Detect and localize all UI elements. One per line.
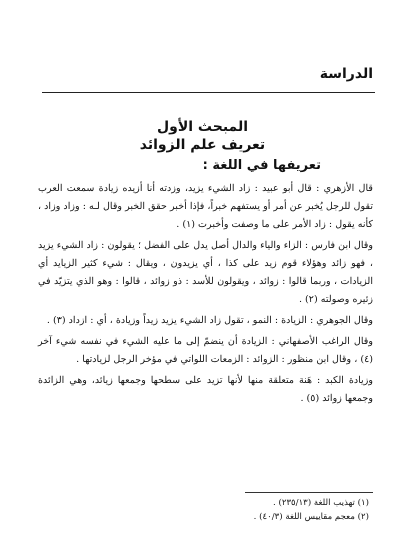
chapter-heading xyxy=(0,118,405,154)
subheading: تعريفها في اللغة : xyxy=(202,158,321,173)
paragraph: وقال ابن فارس : الزاء والياء والدال أصل يدل على الفضل ؛ يقولون : زاد الشيء يزيد ، فهو زائد وهؤلاء قوم زيد على كذا ، أي يزيدون ، ويقال : شيء كثير الزيايد أي الزيادات ، وربما قالوا : زوائد ، ويقولون للأسد : ذو زوائد ، قالوا : وهو الذي يتزيّد في زئيره وصولته (٢) . xyxy=(38,240,373,305)
footnotes xyxy=(254,496,369,524)
footnote: (٢) معجم مقاييس اللغة (٤٠/٣) . xyxy=(253,512,369,522)
footnote-divider xyxy=(245,492,373,493)
chapter-title: المبحث الأول xyxy=(156,119,248,135)
chapter-subtitle: تعريف علم الزوائد xyxy=(139,137,266,153)
footnote: (١) تهذيب اللغة (٢٣٥/١٣) . xyxy=(273,498,369,508)
paragraph: وزيادة الكبد : هَنة متعلقة منها لأنها تزيد على سطحها وجمعها زيائد، وهي الزائدة وجمعها زوائد (٥) . xyxy=(38,375,373,404)
paragraph: وقال الراغب الأصفهاني : الزيادة أن ينضمّ إلى ما عليه الشيء في نفسه شيء آخر (٤) ، وقال ابن منظور : الزوائد : الزمعات اللواتي في مؤخر الرجل لزيادتها . xyxy=(38,336,373,365)
paragraph: وقال الجوهري : الزيادة : النمو ، تقول زاد الشيء يزيد زيداً وزيادة ، أي : ازداد (٣) . xyxy=(46,315,373,326)
section-title: الدراسة xyxy=(319,66,373,82)
paragraph: قال الأزهري : قال أبو عبيد : زاد الشيء يزيد، وزدته أنا أزيده زيادة سمعت العرب تقول للرجل يُخبر عن أمر أو يستفهم خبراً، فإذا أخبر حقق الخبر وقال لـه : وزاد وزاد ، كأنه يقول : زاد الأمر على ما وصفت وأخبرت (١) . xyxy=(38,183,373,230)
header-divider xyxy=(42,92,375,93)
body-text xyxy=(38,180,373,411)
